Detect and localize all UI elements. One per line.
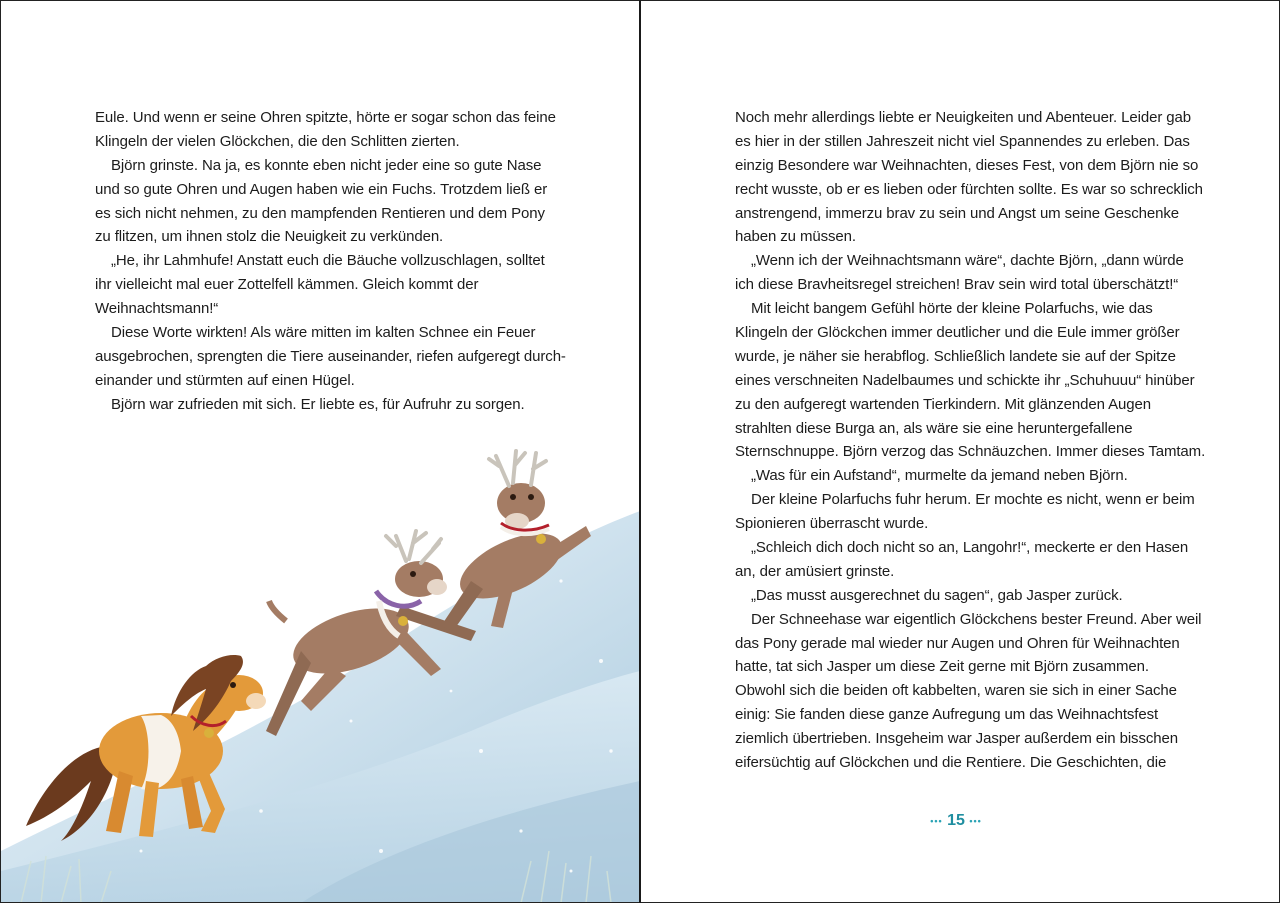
right-text-line: wurde, je näher sie herabflog. Schließlich landete sie auf der Spitze: [735, 347, 1176, 365]
page-number-value: 15: [947, 812, 965, 829]
right-text-line: das Pony gerade mal wieder nur Augen und Ohren für Weihnachten: [735, 634, 1180, 652]
right-text-line: ich diese Bravheitsregel streichen! Brav sein wird total überschätzt!“: [735, 276, 1179, 294]
left-text-line: Diese Worte wirkten! Als wäre mitten im kalten Schnee ein Feuer: [111, 324, 536, 342]
left-text-line: Eule. Und wenn er seine Ohren spitzte, hörte er sogar schon das feine: [95, 109, 556, 126]
right-text-line: zu den aufgeregt wartenden Tierkindern. Mit glänzenden Augen: [735, 395, 1151, 413]
right-text-line: an, der amüsiert grinste.: [735, 562, 895, 580]
right-text-line: hatte, tat sich Jasper um diese Zeit gerne mit Björn zusammen.: [735, 658, 1149, 676]
left-text-line: Björn grinste. Na ja, es konnte eben nicht jeder eine so gute Nase: [111, 156, 542, 174]
right-text-line: recht wusste, ob er es lieben oder fürchten sollte. Es war so schrecklich: [735, 180, 1203, 198]
right-text-line: Der kleine Polarfuchs fuhr herum. Er mochte es nicht, wenn er beim: [751, 491, 1195, 509]
left-text-line: zu flitzen, um ihnen stolz die Neuigkeit zu verkünden.: [95, 228, 444, 246]
left-text-line: „He, ihr Lahmhufe! Anstatt euch die Bäuche vollzuschlagen, solltet: [111, 252, 545, 270]
right-text-line: „Schleich dich doch nicht so an, Langohr!“, meckerte er den Hasen: [751, 539, 1189, 557]
left-page-text: [95, 106, 566, 417]
right-text-line: Spionieren überrascht wurde.: [735, 515, 929, 533]
right-text-line: ziemlich übertrieben. Insgeheim war Jasper außerdem ein bisschen: [735, 730, 1178, 748]
left-text-line: ausgebrochen, sprengten die Tiere auseinander, riefen aufgeregt durch-: [95, 347, 566, 365]
right-text-line: es hier in der stillen Jahreszeit nicht viel Spannendes zu erleben. Das: [735, 132, 1190, 150]
right-text-line: eifersüchtig auf Glöckchen und die Rentiere. Die Geschichten, die: [735, 754, 1167, 772]
right-text-line: „Wenn ich der Weihnachtsmann wäre“, dachte Björn, „dann würde: [751, 252, 1184, 270]
left-text-line: Klingeln der vielen Glöckchen, die den Schlitten zierten.: [95, 132, 460, 150]
ornament-dots-right-icon: •••: [969, 815, 982, 826]
right-text-line: strahlten diese Burga an, als wäre sie eine heruntergefallene: [735, 419, 1133, 437]
right-text-line: einzig Besondere war Weihnachten, dieses Fest, von dem Björn nie so: [735, 156, 1199, 174]
right-text-line: Klingeln der Glöckchen immer deutlicher und die Eule immer größer: [735, 324, 1180, 342]
right-text-line: Obwohl sich die beiden oft kabbelten, waren sie sich in einer Sache: [735, 682, 1177, 700]
right-text-line: eines verschneiten Nadelbaumes und schickte ihr „Schuhuuu“ hinüber: [735, 371, 1195, 389]
right-text-line: haben zu müssen.: [735, 228, 856, 246]
left-text-line: einander und stürmten auf einen Hügel.: [95, 371, 355, 389]
right-text-line: Mit leicht bangem Gefühl hörte der kleine Polarfuchs, wie das: [751, 300, 1153, 318]
right-text-line: Der Schneehase war eigentlich Glöckchens bester Freund. Aber weil: [751, 610, 1202, 628]
right-page: [641, 0, 1280, 903]
left-text-line: Björn war zufrieden mit sich. Er liebte es, für Aufruhr zu sorgen.: [111, 395, 525, 413]
ornament-dots-left-icon: •••: [930, 815, 943, 826]
left-text-line: und so gute Ohren und Augen haben wie ein Fuchs. Trotzdem ließ er: [95, 180, 548, 198]
left-text-line: Weihnachtsmann!“: [95, 300, 219, 318]
page-number: [911, 812, 1001, 830]
right-text-line: „Das musst ausgerechnet du sagen“, gab Jasper zurück.: [751, 586, 1123, 604]
left-text-line: es sich nicht nehmen, zu den mampfenden Rentieren und dem Pony: [95, 204, 545, 222]
right-text-line: „Was für ein Aufstand“, murmelte da jemand neben Björn.: [751, 467, 1128, 485]
right-text-line: einig: Sie fanden diese ganze Aufregung um das Weihnachtsfest: [735, 706, 1159, 724]
right-text-line: Sternschnuppe. Björn verzog das Schnäuzchen. Immer dieses Tamtam.: [735, 443, 1206, 461]
right-page-text: [735, 106, 1206, 775]
left-text-line: ihr vielleicht mal euer Zottelfell kämmen. Gleich kommt der: [95, 276, 479, 294]
right-text-line: anstrengend, immerzu brav zu sein und Angst um seine Geschenke: [735, 204, 1180, 222]
right-text-line: Noch mehr allerdings liebte er Neuigkeiten und Abenteuer. Leider gab: [735, 109, 1192, 126]
winter-illustration: [1, 431, 640, 903]
